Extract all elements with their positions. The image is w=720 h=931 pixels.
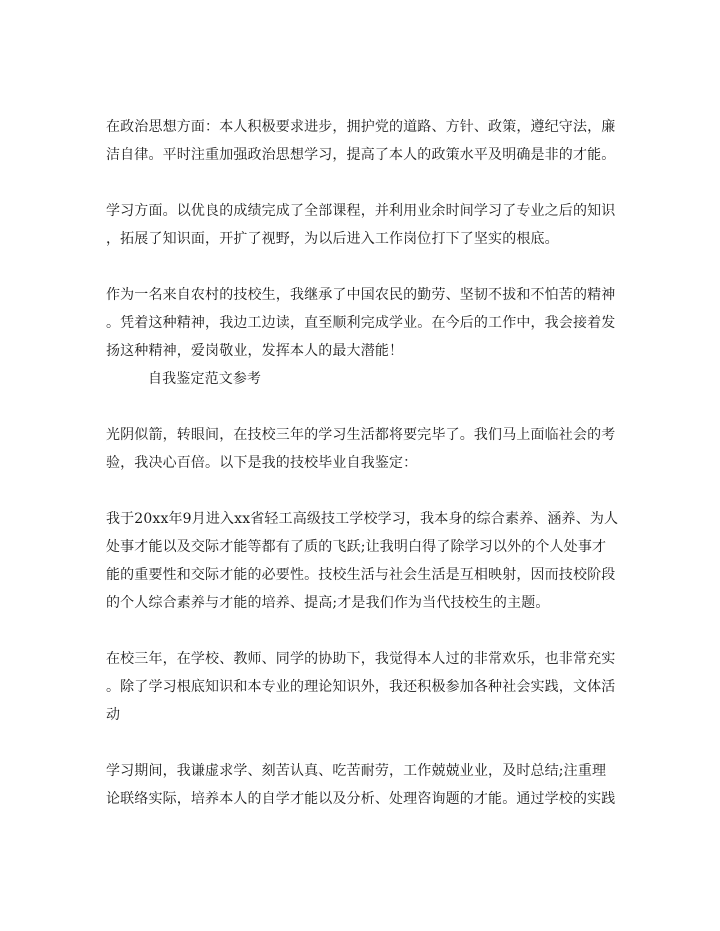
paragraph-line: 。凭着这种精神，我边工边读，直至顺利完成学业。在今后的工作中，我会接着发 — [106, 315, 616, 331]
paragraph-intro — [106, 421, 666, 477]
paragraph-line: 的个人综合素养与才能的培养、提高;才是我们作为当代技校生的主题。 — [106, 595, 550, 611]
paragraph-three-years — [106, 645, 666, 729]
paragraph-study — [106, 197, 666, 253]
paragraph-line: 论联络实际，培养本人的自学才能以及分析、处理咨询题的才能。通过学校的实践 — [106, 791, 616, 807]
paragraph-line: 学习方面。以优良的成绩完成了全部课程，并利用业余时间学习了专业之后的知识 — [106, 203, 616, 219]
paragraph-line: 扬这种精神，爱岗敬业，发挥本人的最大潜能！ — [106, 343, 404, 359]
paragraph-line: 。除了学习根底知识和本专业的理论知识外，我还积极参加各种社会实践，文体活 — [106, 679, 616, 695]
paragraph-line: 在政治思想方面：本人积极要求进步，拥护党的道路、方针、政策，遵纪守法，廉 — [106, 119, 616, 135]
paragraph-line: 能的重要性和交际才能的必要性。技校生活与社会生活是互相映射，因而技校阶段 — [106, 567, 616, 583]
paragraph-rural-student — [106, 281, 666, 365]
section-heading: 自我鉴定范文参考 — [148, 371, 262, 387]
paragraph-line: 洁自律。平时注重加强政治思想学习，提高了本人的政策水平及明确是非的才能。 — [106, 147, 616, 163]
paragraph-line: 光阴似箭，转眼间，在技校三年的学习生活都将要完毕了。我们马上面临社会的考 — [106, 427, 616, 443]
paragraph-line: 在校三年，在学校、教师、同学的协助下，我觉得本人过的非常欢乐，也非常充实 — [106, 651, 616, 667]
paragraph-line: 动 — [106, 707, 121, 723]
paragraph-enrollment — [106, 505, 666, 617]
document-page — [106, 113, 666, 841]
paragraph-political-thought — [106, 113, 666, 169]
paragraph-line: 学习期间，我谦虚求学、刻苦认真、吃苦耐劳，工作兢兢业业，及时总结;注重理 — [106, 763, 607, 779]
paragraph-line: 我于20xx年9月进入xx省轻工高级技工学校学习，我本身的综合素养、涵养、为人 — [106, 511, 619, 527]
paragraph-line: 验，我决心百倍。以下是我的技校毕业自我鉴定： — [106, 455, 418, 471]
paragraph-line: ，拓展了知识面，开扩了视野，为以后进入工作岗位打下了坚实的根底。 — [106, 231, 559, 247]
paragraph-line: 作为一名来自农村的技校生，我继承了中国农民的勤劳、坚韧不拔和不怕苦的精神 — [106, 287, 616, 303]
paragraph-study-period — [106, 757, 666, 813]
paragraph-line: 处事才能以及交际才能等都有了质的飞跃;让我明白得了除学习以外的个人处事才 — [106, 539, 607, 555]
